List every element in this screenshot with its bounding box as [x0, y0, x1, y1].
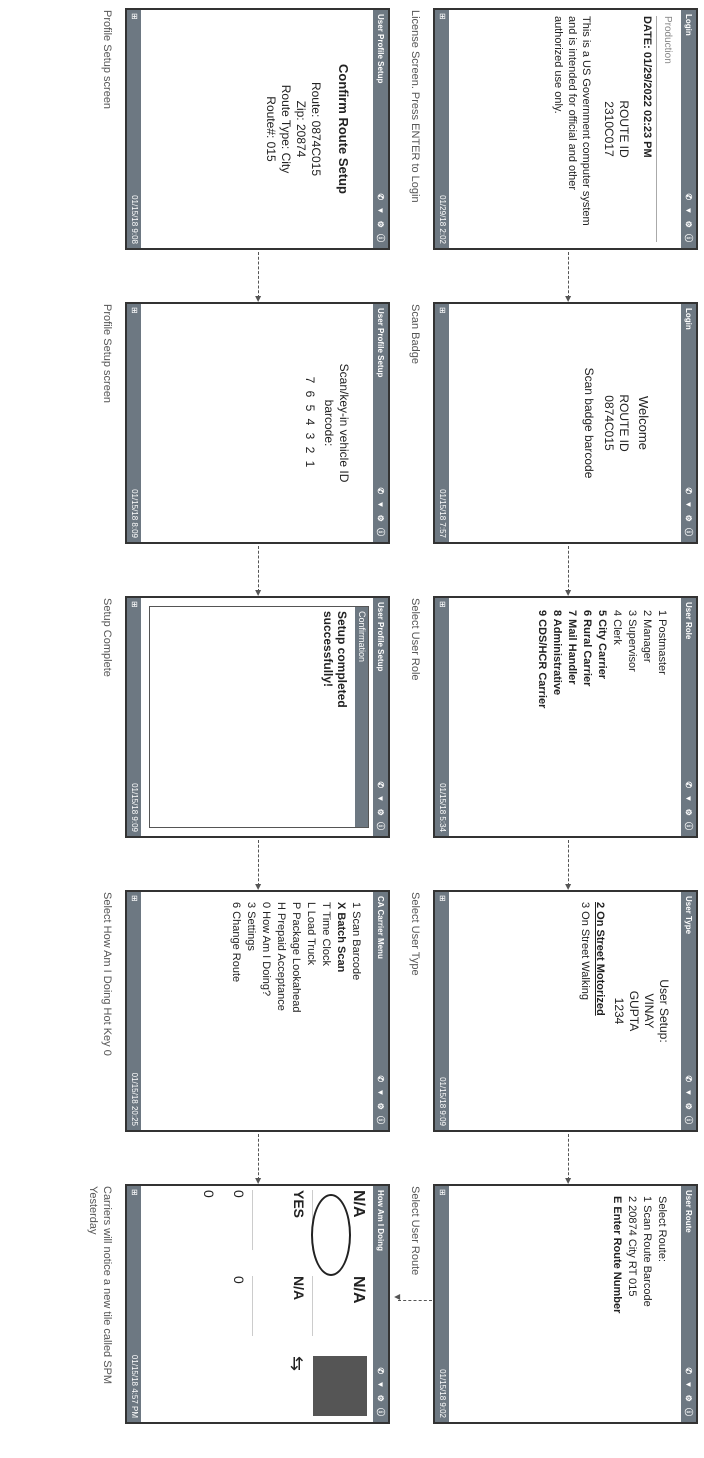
usage-notice: This is a US Government computer system and is intended for official and other authorized use only. — [552, 16, 592, 226]
confirmation-dialog — [149, 606, 369, 828]
user-number: 1234 — [612, 997, 626, 1025]
caption-complete: Setup Complete — [101, 598, 113, 677]
route-label: ROUTE ID — [617, 100, 631, 158]
row-connector — [398, 1300, 432, 1301]
clock: 01/15/18 8:09 — [130, 489, 139, 538]
role-option[interactable]: 4 Clerk — [611, 610, 623, 645]
clock: 01/15/18 9:09 — [438, 1077, 447, 1126]
clock: 01/15/18 9:08 — [130, 195, 139, 244]
role-option[interactable]: 5 City Carrier — [596, 610, 608, 680]
screen-title: How Am I Doing — [376, 1190, 385, 1252]
user-role-body — [449, 598, 681, 836]
tile-value: N/A — [291, 1276, 307, 1301]
vehicle-id-input[interactable]: 7 6 5 4 3 2 1 — [303, 376, 317, 470]
task-bar — [435, 10, 449, 248]
title-bar — [681, 892, 696, 1130]
tile-eighth[interactable] — [201, 1190, 217, 1250]
tile-dark[interactable] — [313, 1356, 367, 1416]
screen-title: CA Carrier Menu — [376, 896, 385, 959]
route-id: 2310C017 — [602, 101, 616, 157]
title-bar — [681, 598, 696, 836]
screen-title: User Role — [684, 602, 693, 640]
type-option-walking[interactable]: 3 On Street Walking — [579, 902, 591, 1001]
windows-icon[interactable]: ⊞ — [438, 895, 447, 902]
menu-item-how-am-i-doing[interactable]: 0 How Am I Doing? — [260, 902, 272, 997]
role-option[interactable]: 7 Mail Handler — [566, 610, 578, 685]
route-number-value: Route#: 015 — [264, 96, 278, 162]
windows-icon[interactable]: ⊞ — [130, 1189, 139, 1196]
role-option[interactable]: 8 Administrative — [551, 610, 563, 696]
clock: 01/15/18 9:09 — [130, 783, 139, 832]
dialog-title: Confirmation — [355, 607, 368, 827]
route-option-enter[interactable]: E Enter Route Number — [611, 1196, 623, 1314]
vehicle-prompt-2: barcode: — [322, 399, 336, 447]
tile-fourth[interactable] — [252, 1276, 307, 1336]
tile-value: 0 — [231, 1190, 247, 1198]
task-bar — [127, 10, 141, 248]
screen-title: User Profile Setup — [376, 602, 385, 672]
type-option-motorized[interactable]: 2 On Street Motorized — [594, 902, 606, 1016]
tile-fifth[interactable] — [253, 1356, 307, 1416]
windows-icon[interactable]: ⊞ — [438, 1189, 447, 1196]
title-bar — [373, 10, 388, 248]
windows-icon[interactable]: ⊞ — [130, 895, 139, 902]
tile-value: N/A — [350, 1190, 367, 1218]
menu-item-package-lookahead[interactable]: P Package Lookahead — [290, 902, 302, 1013]
clock: 01/15/18 7:57 — [438, 489, 447, 538]
caption-login: License Screen. Press ENTER to Login — [409, 10, 421, 203]
vehicle-prompt: Scan/key-in vehicle ID — [337, 363, 351, 483]
caption-vehicle: Profile Setup screen — [101, 304, 113, 404]
status-icons: ✆ ▼ ⚙ ⓘ — [376, 1075, 385, 1126]
screen-title: User Type — [684, 896, 693, 935]
setup-complete-body — [141, 598, 373, 836]
tile-sixth[interactable] — [231, 1190, 247, 1250]
select-route-label: Select Route: — [656, 1196, 668, 1263]
clock: 01/15/18 4:57 PM — [130, 1354, 139, 1418]
user-route-screen — [433, 1184, 698, 1424]
route-option-city[interactable]: 2 20874 City RT 015 — [626, 1196, 638, 1297]
status-icons: ✆ ▼ ⚙ ⓘ — [376, 1367, 385, 1418]
route-label: ROUTE ID — [617, 394, 631, 452]
screen-title: Login — [684, 308, 693, 330]
windows-icon[interactable]: ⊞ — [438, 13, 447, 20]
title-bar — [373, 1186, 388, 1422]
windows-icon[interactable]: ⊞ — [130, 601, 139, 608]
vehicle-scan-screen — [125, 302, 390, 544]
tile-second[interactable] — [312, 1276, 367, 1336]
screen-title: Login — [684, 14, 693, 36]
zip-value: Zip: 20874 — [294, 100, 308, 158]
role-option[interactable]: 3 Supervisor — [626, 610, 638, 672]
user-route-body — [449, 1186, 681, 1422]
last-name: GUPTA — [627, 990, 641, 1032]
title-bar — [373, 892, 388, 1130]
success-message: Setup completed — [335, 611, 349, 708]
welcome-text: Welcome — [636, 396, 651, 450]
task-bar — [435, 304, 449, 542]
windows-icon[interactable]: ⊞ — [438, 601, 447, 608]
screen-title: User Route — [684, 1190, 693, 1233]
caption-carrier-menu: Select How Am I Doing Hot Key 0 — [101, 892, 113, 1056]
role-option[interactable]: 2 Manager — [641, 610, 653, 663]
status-icons: ✆ ▼ ⚙ ⓘ — [684, 193, 693, 244]
highlight-circle — [311, 1194, 351, 1276]
status-icons: ✆ ▼ ⚙ ⓘ — [684, 487, 693, 538]
status-icons: ✆ ▼ ⚙ ⓘ — [376, 193, 385, 244]
role-option[interactable]: 1 Postmaster — [656, 610, 668, 675]
title-bar — [373, 598, 388, 836]
task-bar — [127, 304, 141, 542]
title-bar — [681, 10, 696, 248]
status-icons: ✆ ▼ ⚙ ⓘ — [684, 781, 693, 832]
scan-badge-screen — [433, 302, 698, 544]
confirm-route-body — [141, 10, 373, 248]
flow-diagram: Login ✆ ▼ ⚙ ⓘ Production DATE: 01/29/2022 02:23 PM ROUTE ID 2310C017 This is a US Government computer system and is intended for official and other authorized use only. ⊞ 01/29/18 2:02 License Screen. Press ENTER to Login ▸ Login ✆ ▼ ⚙ ⓘ Welcome ROUTE ID 0874C015 Scan badge barcode ⊞ 01/15/18 7:57 Scan Badge ▸ User Role ✆ ▼ ⚙ ⓘ 1 Postmaster 2 Manager 3 Supervisor 4 Clerk 5 City Carrier 6 Rural Carrier 7 Mail Handler 8 Administrative 9 CDS/HCR Carrier ⊞ 01/15/18 5:34 Select User Role ▸ User Type ✆ ▼ ⚙ ⓘ User Setup: VINAY GUPTA 1234 2 On Street Motorized 3 On Street Walking ⊞ 01/15/18 9:09 Select User Type ▸ User Route ✆ ▼ ⚙ ⓘ Select Route: 1 Scan Route Barcode 2 20874 City RT 015 E Enter Route Number ⊞ 01/15/18 9:02 Select User Route ▾ User Profile Setup ✆ ▼ ⚙ ⓘ Confirm Route Setup Route: 0874C015 Zip: 20874 Route Type: City Route#: 015 ⊞ 01/15/18 9:08 Profile Setup screen ▸ User Profile Setup ✆ ▼ ⚙ ⓘ Scan/key-in vehicle ID barcode: 7 6 5 4 3 2 1 ⊞ 01/15/18 8:09 Profile Setup screen ▸ User Profile Setup ✆ ▼ ⚙ ⓘ Confirmation Setup completed successfully! ⊞ 01/15/18 9:09 Setup Complete ▸ CA Carrier Menu ✆ ▼ ⚙ ⓘ 1 Scan Barcode X Batch Scan T Time Clock L Load Truck P Package Lookahead H Prepaid Acceptance 0 How Am I Doing? 3 Settings 6 Change Route ⊞ 01/15/18 20:25 Select How Am I Doing Hot Key 0 ▸ How Am I Doing ✆ ▼ ⚙ ⓘ N/A N/A YES N/A ⇆ 0 0 0 ⊞ 01/15/18 4:57 PM Carriers will notice a new tile called SPM Yesterday — [0, 0, 704, 1458]
clock: 01/29/18 2:02 — [438, 195, 447, 244]
status-icons: ✆ ▼ ⚙ ⓘ — [376, 487, 385, 538]
menu-item-prepaid-acceptance[interactable]: H Prepaid Acceptance — [275, 902, 287, 1011]
tile-icon: ⇆ — [287, 1356, 307, 1372]
scan-badge-body — [449, 304, 681, 542]
menu-item-batch-scan[interactable]: X Batch Scan — [335, 902, 347, 973]
status-icons: ✆ ▼ ⚙ ⓘ — [376, 781, 385, 832]
carrier-menu-body — [141, 892, 373, 1130]
tile-value: 0 — [201, 1190, 217, 1198]
route-value: Route: 0874C015 — [309, 81, 323, 177]
task-bar — [127, 598, 141, 836]
vehicle-body — [141, 304, 373, 542]
user-role-screen — [433, 596, 698, 838]
scan-prompt: Scan badge barcode — [582, 367, 596, 479]
role-option[interactable]: 6 Rural Carrier — [581, 610, 593, 687]
tile-third[interactable] — [252, 1190, 307, 1250]
menu-item-load-truck[interactable]: L Load Truck — [305, 902, 317, 966]
tile-seventh[interactable] — [231, 1276, 247, 1336]
task-bar — [435, 598, 449, 836]
menu-item-scan-barcode[interactable]: 1 Scan Barcode — [350, 902, 362, 981]
title-bar — [681, 304, 696, 542]
screen-title: User Profile Setup — [376, 14, 385, 84]
date-text: DATE: 01/29/2022 02:23 PM — [641, 16, 653, 158]
success-message-2: successfully! — [321, 611, 335, 688]
title-bar — [373, 304, 388, 542]
login-body — [449, 10, 681, 248]
caption-user-route: Select User Route — [409, 1186, 421, 1276]
setup-complete-screen — [125, 596, 390, 838]
carrier-menu-screen — [125, 890, 390, 1132]
screen-title: User Profile Setup — [376, 308, 385, 378]
task-bar — [435, 1186, 449, 1422]
menu-item-time-clock[interactable]: T Time Clock — [320, 902, 332, 966]
dashboard-body — [141, 1186, 373, 1422]
title-bar — [681, 1186, 696, 1422]
caption-scan-badge: Scan Badge — [409, 304, 421, 364]
clock: 01/15/18 20:25 — [130, 1072, 139, 1126]
clock: 01/15/18 9:02 — [438, 1369, 447, 1418]
dashboard-screen — [125, 1184, 390, 1424]
login-screen — [433, 8, 698, 250]
setup-label: User Setup: — [657, 979, 671, 1043]
status-icons: ✆ ▼ ⚙ ⓘ — [684, 1075, 693, 1126]
route-type-value: Route Type: City — [279, 84, 293, 174]
menu-item-settings[interactable]: 3 Settings — [245, 902, 257, 951]
task-bar — [127, 892, 141, 1130]
windows-icon[interactable]: ⊞ — [438, 307, 447, 314]
confirm-heading: Confirm Route Setup — [336, 64, 351, 194]
production-label: Production — [662, 16, 673, 64]
role-option[interactable]: 9 CDS/HCR Carrier — [536, 610, 548, 709]
task-bar — [435, 892, 449, 1130]
caption-user-type: Select User Type — [409, 892, 421, 976]
status-icons: ✆ ▼ ⚙ ⓘ — [684, 1367, 693, 1418]
confirm-route-screen — [125, 8, 390, 250]
task-bar — [127, 1186, 141, 1422]
clock: 01/15/18 5:34 — [438, 783, 447, 832]
tile-value: N/A — [350, 1276, 367, 1304]
caption-user-role: Select User Role — [409, 598, 421, 681]
caption-confirm-route: Profile Setup screen — [101, 10, 113, 110]
divider — [656, 16, 657, 242]
first-name: VINAY — [642, 993, 656, 1029]
caption-dashboard: Carriers will notice a new tile called SPM Yesterday — [87, 1186, 113, 1385]
menu-item-change-route[interactable]: 6 Change Route — [230, 902, 242, 983]
user-type-screen — [433, 890, 698, 1132]
tile-value: 0 — [231, 1276, 247, 1284]
tile-value: YES — [291, 1190, 307, 1219]
windows-icon[interactable]: ⊞ — [130, 13, 139, 20]
windows-icon[interactable]: ⊞ — [130, 307, 139, 314]
route-id: 0874C015 — [602, 395, 616, 451]
route-option-scan[interactable]: 1 Scan Route Barcode — [641, 1196, 653, 1307]
user-type-body — [449, 892, 681, 1130]
